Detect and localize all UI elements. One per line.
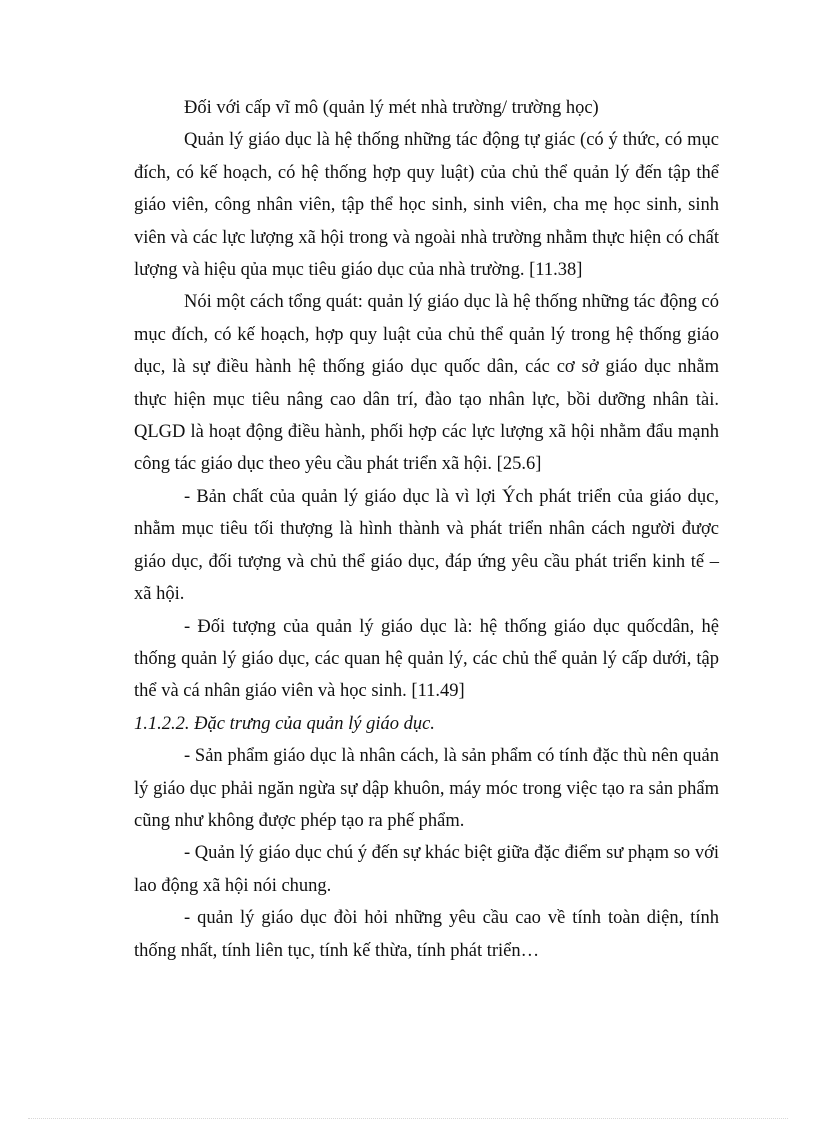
paragraph-requirements: - quản lý giáo dục đòi hỏi những yêu cầu cao về tính toàn diện, tính thống nhất, tính liên tục, tính kế thừa, tính phát triển…: [134, 908, 719, 961]
page-bottom-divider: [28, 1118, 788, 1119]
paragraph-general: Nói một cách tổng quát: quản lý giáo dục là hệ thống những tác động có mục đích, có kế hoạch, hợp quy luật của chủ thể quản lý trong hệ thống giáo dục, là sự điều hành hệ thống giáo dục quốc dân, các cơ sở giáo dục nhằm thực hiện mục tiêu nâng cao dân trí, đào tạo nhân lực, bồi dưỡng nhân tài. QLGD là hoạt động điều hành, phối hợp các lực lượng xã hội nhằm đẩu mạnh công tác giáo dục theo yêu cầu phát triển xã hội. [25.6]: [134, 292, 719, 475]
paragraph-difference: - Quản lý giáo dục chú ý đến sự khác biệt giữa đặc điểm sư phạm so với lao động xã hội nói chung.: [134, 843, 719, 896]
paragraph-object: - Đối tượng của quản lý giáo dục là: hệ thống giáo dục quốcdân, hệ thống quản lý giáo dục, các quan hệ quản lý, các chủ thể quản lý cấp dưới, tập thể và cá nhân giáo viên và học sinh. [11.49]: [134, 616, 719, 702]
paragraph-essence: - Bản chất của quản lý giáo dục là vì lợi Ých phát triển của giáo dục, nhằm mục tiêu tối thượng là hình thành và phát triển nhân cách người được giáo dục, đối tượng và chủ thể giáo dục, đáp ứng yêu cầu phát triển kinh tế – xã hội.: [134, 486, 719, 605]
document-body: [134, 92, 719, 967]
paragraph-definition: Quản lý giáo dục là hệ thống những tác động tự giác (có ý thức, có mục đích, có kế hoạch, có hệ thống hợp quy luật) của chủ thể quản lý đến tập thể giáo viên, công nhân viên, tập thể học sinh, sinh viên, cha mẹ học sinh, sinh viên và các lực lượng xã hội trong và ngoài nhà trường nhằm thực hiện có chất lượng và hiệu qủa mục tiêu giáo dục của nhà trường. [11.38]: [134, 130, 719, 281]
paragraph-product: - Sản phẩm giáo dục là nhân cách, là sản phẩm có tính đặc thù nên quản lý giáo dục phải ngăn ngừa sự dập khuôn, máy móc trong việc tạo ra sản phẩm cũng như không được phép tạo ra phế phẩm.: [134, 746, 719, 831]
section-heading: 1.1.2.2. Đặc trưng của quản lý giáo dục.: [134, 713, 435, 734]
paragraph-macro-level: Đối với cấp vĩ mô (quản lý mét nhà trường/ trường học): [184, 98, 599, 118]
